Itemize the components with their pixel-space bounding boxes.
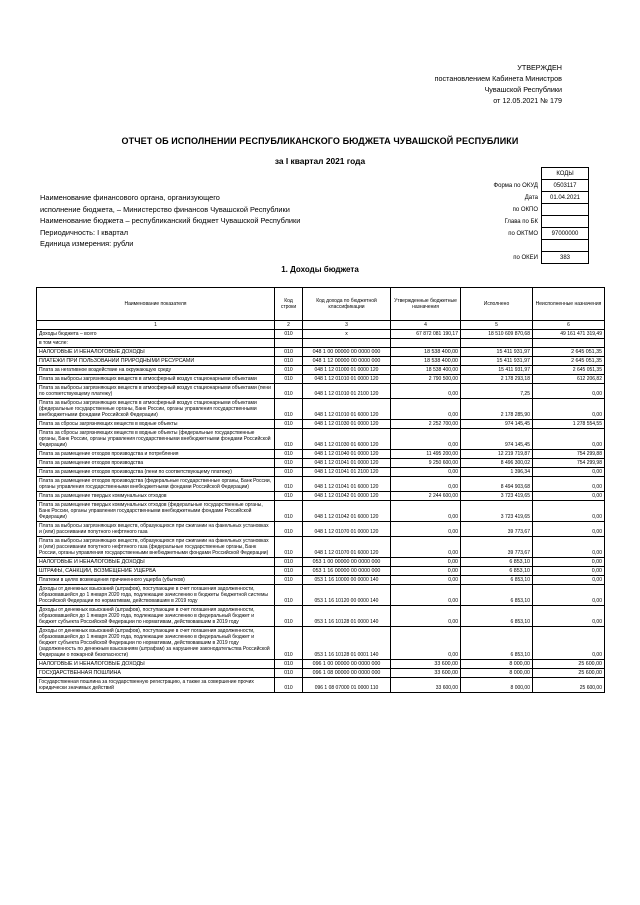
column-header: Наименование показателя [37, 288, 275, 321]
cell-rest: 0,00 [533, 492, 605, 501]
cell-approved: 0,00 [391, 627, 461, 660]
cell-rest: 2 645 051,35 [533, 357, 605, 366]
codes-value: 0503117 [542, 180, 589, 192]
cell-rest: 0,00 [533, 558, 605, 567]
column-header: Код дохода по бюджетной классификации [303, 288, 391, 321]
cell-rest: 0,00 [533, 627, 605, 660]
cell-name: ПЛАТЕЖИ ПРИ ПОЛЬЗОВАНИИ ПРИРОДНЫМИ РЕСУРСАМИ [37, 357, 275, 366]
meta-line-5: Единица измерения: рубли [40, 239, 134, 248]
cell-code: 010 [275, 420, 303, 429]
cell-kbk: 048 1 12 01010 01 0000 120 [303, 375, 391, 384]
cell-name: Плата за размещение твердых коммунальных отходов [37, 492, 275, 501]
cell-rest: 0,00 [533, 477, 605, 492]
column-header: Исполнено [461, 288, 533, 321]
cell-name: Плата за размещение твердых коммунальных отходов (федеральные государственные органы, Банк России, органы управления государственными внебюджетными фондами Российской Федерации) [37, 501, 275, 522]
table-row [37, 429, 605, 450]
cell-code: 010 [275, 429, 303, 450]
cell-code: 010 [275, 669, 303, 678]
cell-done: 3 723 419,65 [461, 501, 533, 522]
meta-line-3: Наименование бюджета – республиканский бюджет Чувашской Республики [40, 216, 301, 225]
codes-label: Дата [524, 194, 538, 201]
cell-approved: 0,00 [391, 606, 461, 627]
cell-done: 974 145,45 [461, 429, 533, 450]
cell-kbk: 053 1 16 10120 00 0000 140 [303, 585, 391, 606]
cell-kbk: 048 1 12 01010 01 6000 120 [303, 399, 391, 420]
cell-rest: 49 161 471 319,49 [533, 330, 605, 339]
approval-stamp [362, 62, 562, 106]
cell-approved [391, 339, 461, 348]
cell-done: 12 219 719,87 [461, 450, 533, 459]
column-number: 2 [275, 321, 303, 330]
cell-code [275, 339, 303, 348]
cell-approved: 18 538 400,00 [391, 348, 461, 357]
cell-name: Плата за выбросы загрязняющих веществ, образующихся при сжигании на факельных установках и (или) рассеивании попутного нефтяного газа [37, 522, 275, 537]
section-title: 1. Доходы бюджета [281, 265, 359, 274]
table-row [37, 576, 605, 585]
cell-rest: 0,00 [533, 501, 605, 522]
column-number: 3 [303, 321, 391, 330]
cell-name: НАЛОГОВЫЕ И НЕНАЛОГОВЫЕ ДОХОДЫ [37, 348, 275, 357]
cell-rest: 0,00 [533, 585, 605, 606]
table-number-row [37, 321, 605, 330]
meta-line-1: Наименование финансового органа, организующего [40, 193, 220, 202]
cell-code: 010 [275, 459, 303, 468]
cell-code: 010 [275, 501, 303, 522]
cell-approved: 0,00 [391, 384, 461, 399]
codes-value [542, 240, 589, 252]
cell-rest: 25 600,00 [533, 678, 605, 693]
cell-approved: 0,00 [391, 576, 461, 585]
cell-approved: 2 252 700,00 [391, 420, 461, 429]
codes-row [460, 180, 589, 192]
cell-done: 8 000,00 [461, 678, 533, 693]
cell-name: Плата за размещение отходов производства [37, 459, 275, 468]
table-row [37, 678, 605, 693]
cell-kbk [303, 339, 391, 348]
cell-kbk: 053 1 16 00000 00 0000 000 [303, 567, 391, 576]
cell-kbk: 048 1 12 01042 01 6000 120 [303, 501, 391, 522]
cell-done [461, 339, 533, 348]
cell-kbk: 048 1 12 01010 01 2100 120 [303, 384, 391, 399]
cell-name: Платежи в целях возмещения причиненного ущерба (убытков) [37, 576, 275, 585]
cell-done: 6 853,10 [461, 627, 533, 660]
cell-name: Доходы от денежных взысканий (штрафов), поступающие в счет погашения задолженности, образовавшейся до 1 января 2020 года, подлежащие зачислению в федеральный бюджет и бюджет субъекта Российской Федерации по нормативам, действовавшим в 2019 году (задолженность по денежным взысканиям (штрафам) за нарушение законодательства Российской Федерации о пожарной безопасности) [37, 627, 275, 660]
approval-line-4: от 12.05.2021 № 179 [493, 96, 562, 105]
cell-approved: 0,00 [391, 501, 461, 522]
codes-label: по ОКТМО [508, 230, 538, 237]
table-row [37, 366, 605, 375]
table-row [37, 420, 605, 429]
table-row [37, 537, 605, 558]
cell-name: Плата за выбросы загрязняющих веществ в атмосферный воздух стационарными объектами [37, 375, 275, 384]
column-header: Код строки [275, 288, 303, 321]
cell-kbk: 096 1 08 00000 00 0000 000 [303, 669, 391, 678]
cell-done: 8 496 300,02 [461, 459, 533, 468]
cell-code: 010 [275, 522, 303, 537]
cell-code: 010 [275, 468, 303, 477]
cell-approved: 11 495 200,00 [391, 450, 461, 459]
cell-code: 010 [275, 330, 303, 339]
cell-done: 8 494 903,68 [461, 477, 533, 492]
cell-name: Доходы от денежных взысканий (штрафов), поступающие в счет погашения задолженности, образовавшейся до 1 января 2020 года, подлежащие зачислению в бюджеты бюджетной системы Российской Федерации по нормативам, действовавшим в 2019 году [37, 585, 275, 606]
cell-rest: 0,00 [533, 537, 605, 558]
cell-name: НАЛОГОВЫЕ И НЕНАЛОГОВЫЕ ДОХОДЫ [37, 558, 275, 567]
cell-code: 010 [275, 660, 303, 669]
cell-code: 010 [275, 558, 303, 567]
table-row [37, 585, 605, 606]
cell-done: 18 510 609 870,68 [461, 330, 533, 339]
codes-row [460, 240, 589, 252]
cell-rest: 25 600,00 [533, 669, 605, 678]
cell-kbk: 053 1 16 10000 00 0000 140 [303, 576, 391, 585]
cell-approved: 33 600,00 [391, 669, 461, 678]
cell-name: Плата за сбросы загрязняющих веществ в водные объекты [37, 420, 275, 429]
table-row [37, 459, 605, 468]
cell-done: 15 411 931,97 [461, 348, 533, 357]
cell-rest: 0,00 [533, 606, 605, 627]
approval-line-2: постановлением Кабинета Министров [434, 74, 562, 83]
table-row [37, 627, 605, 660]
cell-done: 8 000,00 [461, 669, 533, 678]
cell-name: Доходы от денежных взысканий (штрафов), поступающие в счет погашения задолженности, образовавшейся до 1 января 2020 года, подлежащие зачислению в федеральный бюджет и бюджет субъекта Российской Федерации по нормативам, действовавшим в 2019 году [37, 606, 275, 627]
table-row [37, 606, 605, 627]
column-number: 5 [461, 321, 533, 330]
table-row [37, 660, 605, 669]
cell-kbk: 053 1 00 00000 00 0000 000 [303, 558, 391, 567]
codes-label: по ОКЕИ [513, 254, 538, 261]
cell-approved: 0,00 [391, 537, 461, 558]
cell-done: 8 000,00 [461, 660, 533, 669]
cell-approved: 0,00 [391, 429, 461, 450]
codes-value: 01.04.2021 [542, 192, 589, 204]
codes-value: 97000000 [542, 228, 589, 240]
cell-kbk: 048 1 12 00000 00 0000 000 [303, 357, 391, 366]
codes-table [460, 167, 589, 264]
cell-kbk: 048 1 12 01042 01 0000 120 [303, 492, 391, 501]
table-row [37, 384, 605, 399]
table-row [37, 522, 605, 537]
cell-code: 010 [275, 384, 303, 399]
table-row [37, 330, 605, 339]
cell-code: 010 [275, 492, 303, 501]
codes-row [460, 228, 589, 240]
cell-name: Плата за выбросы загрязняющих веществ, образующихся при сжигании на факельных установках и (или) рассеивании попутного нефтяного газа (федеральные государственные органы, Банк России, органы управления государственными внебюджетными фондами Российской Федерации) [37, 537, 275, 558]
table-row [37, 669, 605, 678]
table-row [37, 339, 605, 348]
cell-rest: 2 645 051,35 [533, 366, 605, 375]
cell-approved: 0,00 [391, 399, 461, 420]
report-meta [40, 192, 300, 250]
cell-approved: 18 538 400,00 [391, 366, 461, 375]
cell-done: 39 773,67 [461, 537, 533, 558]
cell-approved: 18 538 400,00 [391, 357, 461, 366]
cell-kbk: 048 1 12 01040 01 0000 120 [303, 450, 391, 459]
table-row [37, 357, 605, 366]
cell-name: Государственная пошлина за государственную регистрацию, а также за совершение прочих юридически значимых действий [37, 678, 275, 693]
cell-kbk: 048 1 12 01070 01 0000 120 [303, 522, 391, 537]
table-row [37, 375, 605, 384]
cell-done: 6 853,10 [461, 585, 533, 606]
cell-name: Плата за выбросы загрязняющих веществ в атмосферный воздух стационарными объектами (федеральные государственные органы, Банк России, органы управления государственными внебюджетными фондами Российской Федерации) [37, 399, 275, 420]
column-number: 6 [533, 321, 605, 330]
cell-approved: 0,00 [391, 477, 461, 492]
cell-code: 010 [275, 585, 303, 606]
codes-label [460, 240, 542, 252]
cell-code: 010 [275, 357, 303, 366]
cell-rest: 0,00 [533, 567, 605, 576]
cell-approved: 0,00 [391, 468, 461, 477]
cell-kbk: 048 1 12 01041 01 6000 120 [303, 477, 391, 492]
cell-name: НАЛОГОВЫЕ И НЕНАЛОГОВЫЕ ДОХОДЫ [37, 660, 275, 669]
table-row [37, 492, 605, 501]
cell-done: 15 411 931,97 [461, 357, 533, 366]
cell-rest [533, 339, 605, 348]
cell-done: 2 178 293,18 [461, 375, 533, 384]
cell-approved: 9 250 600,00 [391, 459, 461, 468]
cell-kbk: 048 1 00 00000 00 0000 000 [303, 348, 391, 357]
column-number: 4 [391, 321, 461, 330]
cell-done: 6 853,10 [461, 558, 533, 567]
table-row [37, 567, 605, 576]
table-row [37, 468, 605, 477]
cell-rest: 1 278 554,55 [533, 420, 605, 429]
cell-approved: 0,00 [391, 567, 461, 576]
column-header: Утвержденные бюджетные назначения [391, 288, 461, 321]
cell-code: 010 [275, 567, 303, 576]
cell-done: 39 773,67 [461, 522, 533, 537]
cell-done: 6 853,10 [461, 576, 533, 585]
cell-done: 6 853,10 [461, 606, 533, 627]
codes-label: по ОКПО [512, 206, 538, 213]
cell-kbk: 053 1 16 10128 01 0000 140 [303, 606, 391, 627]
cell-name: Плата за негативное воздействие на окружающую среду [37, 366, 275, 375]
column-header: Неисполненные назначения [533, 288, 605, 321]
approval-line-1: УТВЕРЖДЕН [517, 63, 562, 72]
cell-approved: 0,00 [391, 585, 461, 606]
report-period: за I квартал 2021 года [274, 156, 366, 166]
cell-kbk: 048 1 12 01030 01 6000 120 [303, 429, 391, 450]
cell-name: Плата за сбросы загрязняющих веществ в водные объекты (федеральные государственные органы, Банк России, органы управления государственными внебюджетными фондами Российской Федерации) [37, 429, 275, 450]
cell-approved: 33 600,00 [391, 660, 461, 669]
cell-code: 010 [275, 627, 303, 660]
codes-row [460, 192, 589, 204]
cell-rest: 25 600,00 [533, 660, 605, 669]
codes-value: 383 [542, 252, 589, 264]
cell-name: Плата за выбросы загрязняющих веществ в атмосферный воздух стационарными объектами (пени по соответствующему платежу) [37, 384, 275, 399]
cell-approved: 2 790 500,00 [391, 375, 461, 384]
codes-row [460, 204, 589, 216]
codes-label: Форма по ОКУД [493, 182, 538, 189]
codes-row [460, 252, 589, 264]
cell-done: 7,25 [461, 384, 533, 399]
codes-header: КОДЫ [542, 168, 589, 180]
cell-name: Доходы бюджета – всего [37, 330, 275, 339]
cell-name: Плата за размещение отходов производства (пени по соответствующему платежу) [37, 468, 275, 477]
cell-code: 010 [275, 348, 303, 357]
cell-rest: 0,00 [533, 468, 605, 477]
cell-code: 010 [275, 537, 303, 558]
cell-done: 2 178 285,90 [461, 399, 533, 420]
table-row [37, 477, 605, 492]
table-row [37, 558, 605, 567]
cell-approved: 2 244 600,00 [391, 492, 461, 501]
cell-code: 010 [275, 450, 303, 459]
cell-kbk: 048 1 12 01030 01 0000 120 [303, 420, 391, 429]
cell-code: 010 [275, 366, 303, 375]
codes-label: Глава по БК [504, 218, 538, 225]
cell-name: ШТРАФЫ, САНКЦИИ, ВОЗМЕЩЕНИЕ УЩЕРБА [37, 567, 275, 576]
cell-approved: 0,00 [391, 558, 461, 567]
cell-done: 6 853,10 [461, 567, 533, 576]
cell-approved: 67 872 081 190,17 [391, 330, 461, 339]
cell-rest: 0,00 [533, 522, 605, 537]
cell-kbk: 048 1 12 01000 01 0000 120 [303, 366, 391, 375]
table-row [37, 399, 605, 420]
report-title: ОТЧЕТ ОБ ИСПОЛНЕНИИ РЕСПУБЛИКАНСКОГО БЮДЖЕТА ЧУВАШСКОЙ РЕСПУБЛИКИ [121, 136, 519, 146]
meta-line-2: исполнение бюджета, – Министерство финансов Чувашской Республики [40, 204, 290, 214]
cell-kbk: x [303, 330, 391, 339]
cell-approved: 0,00 [391, 522, 461, 537]
cell-rest: 0,00 [533, 429, 605, 450]
cell-kbk: 096 1 00 00000 00 0000 000 [303, 660, 391, 669]
table-header-row [37, 288, 605, 321]
cell-rest: 612 206,82 [533, 375, 605, 384]
cell-code: 010 [275, 606, 303, 627]
cell-name: Плата за размещение отходов производства (федеральные государственные органы, Банк России, органы управления государственными внебюджетными фондами Российской Федерации) [37, 477, 275, 492]
cell-approved: 33 600,00 [391, 678, 461, 693]
codes-value [542, 204, 589, 216]
codes-value [542, 216, 589, 228]
cell-name: ГОСУДАРСТВЕННАЯ ПОШЛИНА [37, 669, 275, 678]
table-row [37, 348, 605, 357]
cell-done: 974 145,45 [461, 420, 533, 429]
cell-kbk: 048 1 12 01070 01 6000 120 [303, 537, 391, 558]
column-number: 1 [37, 321, 275, 330]
cell-name: в том числе: [37, 339, 275, 348]
cell-done: 1 396,34 [461, 468, 533, 477]
cell-rest: 754 299,88 [533, 450, 605, 459]
cell-done: 3 723 419,65 [461, 492, 533, 501]
cell-code: 010 [275, 477, 303, 492]
cell-code: 010 [275, 399, 303, 420]
cell-rest: 0,00 [533, 384, 605, 399]
income-table [36, 287, 605, 693]
cell-kbk: 048 1 12 01041 01 2100 120 [303, 468, 391, 477]
cell-name: Плата за размещение отходов производства и потребления [37, 450, 275, 459]
cell-code: 010 [275, 576, 303, 585]
meta-line-4: Периодичность: I квартал [40, 227, 129, 237]
cell-code: 010 [275, 678, 303, 693]
cell-rest: 0,00 [533, 399, 605, 420]
table-row [37, 501, 605, 522]
cell-code: 010 [275, 375, 303, 384]
approval-line-3: Чувашской Республики [484, 85, 562, 94]
cell-rest: 754 299,98 [533, 459, 605, 468]
cell-rest: 2 645 051,35 [533, 348, 605, 357]
cell-rest: 0,00 [533, 576, 605, 585]
codes-row [460, 216, 589, 228]
cell-kbk: 048 1 12 01041 01 0000 120 [303, 459, 391, 468]
cell-done: 15 411 931,97 [461, 366, 533, 375]
cell-kbk: 096 1 08 07000 01 0000 110 [303, 678, 391, 693]
cell-kbk: 053 1 16 10128 01 0001 140 [303, 627, 391, 660]
table-row [37, 450, 605, 459]
